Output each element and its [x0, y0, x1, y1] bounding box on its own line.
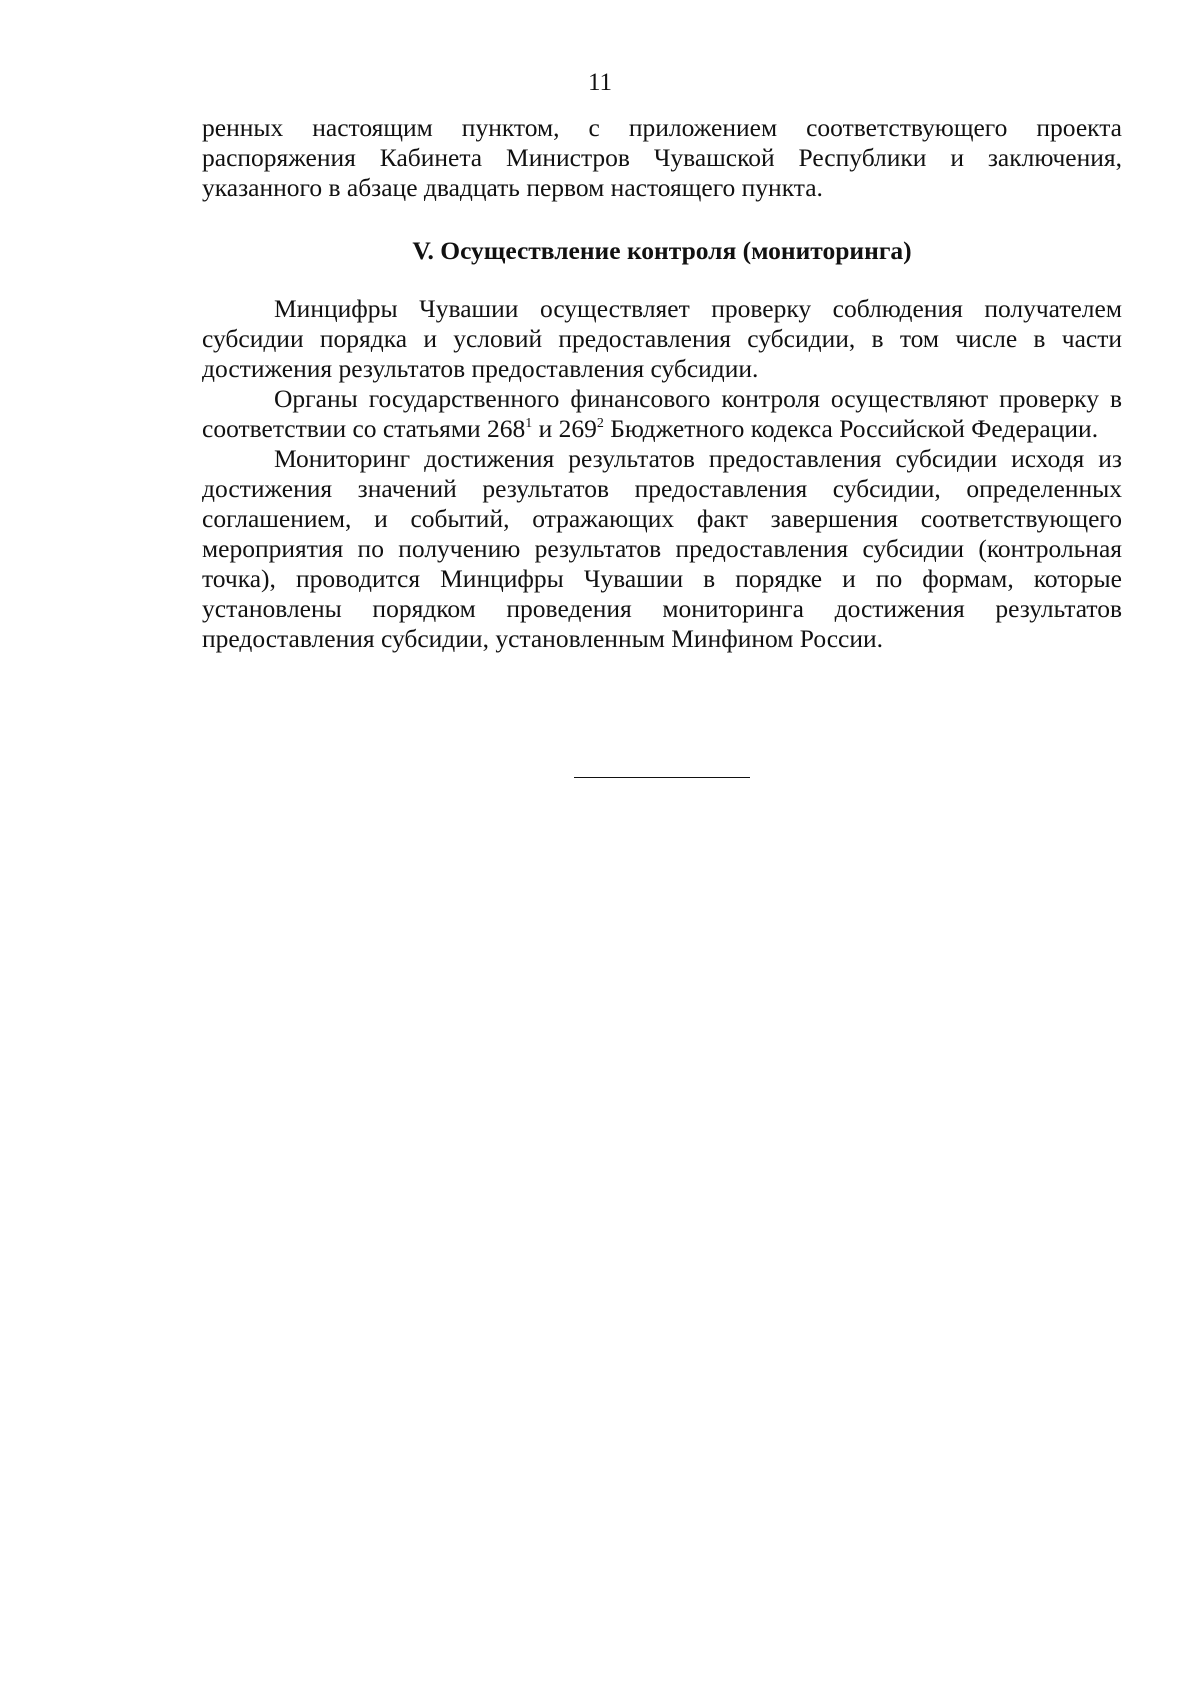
end-of-document-rule — [574, 777, 750, 778]
article-superscript-2: 2 — [596, 416, 604, 431]
financial-control-text-3: Бюджетного кодекса Российской Федерации. — [603, 414, 1099, 443]
section-heading: V. Осуществление контроля (мониторинга) — [412, 236, 912, 265]
financial-control-text-2: и 269 — [532, 414, 597, 443]
paragraph-financial-control — [202, 384, 1122, 444]
financial-control-text-1: Органы государственного финансового контроля осуществляют проверку в соответствии со статьями 268 — [202, 384, 1122, 443]
paragraph-verification: Минцифры Чувашии осуществляет проверку соблюдения получателем субсидии порядка и условий предоставления субсидии, в том числе в части достижения результатов предоставления субсидии. — [202, 294, 1122, 383]
page-number: 11 — [587, 69, 613, 96]
paragraph-continuation: ренных настоящим пунктом, с приложением соответствующего проекта распоряжения Кабинета Министров Чувашской Республики и заключения, указанного в абзаце двадцать первом настоящего пункта. — [202, 113, 1122, 202]
article-superscript-1: 1 — [525, 416, 533, 431]
paragraph-monitoring: Мониторинг достижения результатов предоставления субсидии исходя из достижения значений результатов предоставления субсидии, определенных соглашением, и событий, отражающих факт завершения соответствующего мероприятия по получению результатов предоставления субсидии (контрольная точка), проводится Минцифры Чувашии в порядке и по формам, которые установлены порядком проведения мониторинга достижения результатов предоставления субсидии, установленным Минфином России. — [202, 444, 1122, 653]
document-body — [202, 113, 1122, 654]
